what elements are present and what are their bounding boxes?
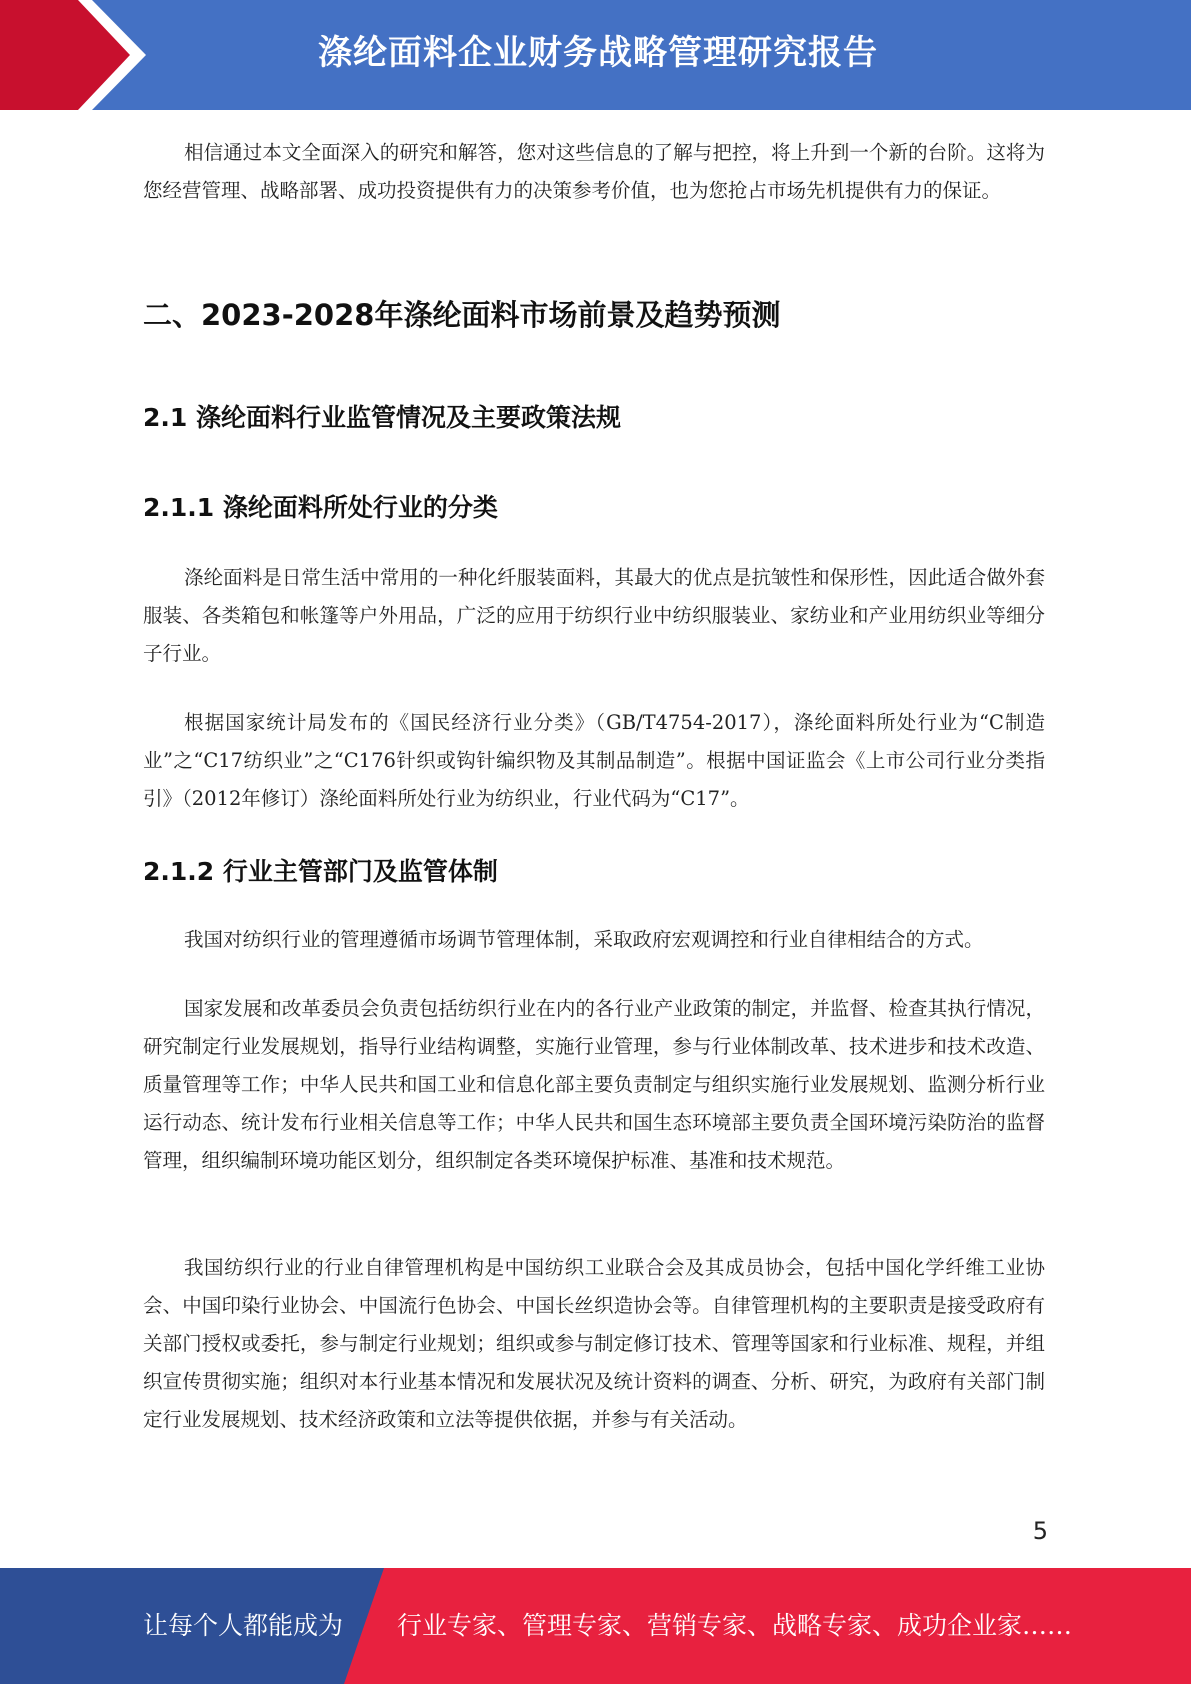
footer-slogan-right: 行业专家、管理专家、营销专家、战略专家、成功企业家…… bbox=[397, 1611, 1073, 1640]
page-footer bbox=[0, 1568, 1191, 1684]
page-header bbox=[0, 0, 1191, 110]
sub-subsection-2-para-2-block bbox=[143, 990, 1045, 1180]
sub-subsection-title-2: 2.1.2 行业主管部门及监管体制 bbox=[143, 857, 498, 886]
paragraph: 我国纺织行业的行业自律管理机构是中国纺织工业联合会及其成员协会，包括中国化学纤维工业协会、中国印染行业协会、中国流行色协会、中国长丝织造协会等。自律管理机构的主要职责是接受政府有关部门授权或委托，参与制定行业规划；组织或参与制定修订技术、管理等国家和行业标准、规程，并组织宣传贯彻实施；组织对本行业基本情况和发展状况及统计资料的调查、分析、研究，为政府有关部门制定行业发展规划、技术经济政策和立法等提供依据，并参与有关活动。 bbox=[143, 1256, 1045, 1431]
sub-subsection-2-para-1-block bbox=[143, 921, 1045, 959]
sub-subsection-2-para-3-block bbox=[143, 1249, 1045, 1439]
page-number: 5 bbox=[1032, 1517, 1048, 1545]
report-title: 涤纶面料企业财务战略管理研究报告 bbox=[318, 33, 878, 73]
sub-subsection-1-para-2-block bbox=[143, 704, 1045, 818]
paragraph: 我国对纺织行业的管理遵循市场调节管理体制，采取政府宏观调控和行业自律相结合的方式。 bbox=[184, 928, 984, 951]
paragraph: 涤纶面料是日常生活中常用的一种化纤服装面料，其最大的优点是抗皱性和保形性，因此适合做外套服装、各类箱包和帐篷等户外用品，广泛的应用于纺织行业中纺织服装业、家纺业和产业用纺织业等细分子行业。 bbox=[143, 566, 1045, 665]
footer-slogan-left: 让每个人都能成为 bbox=[143, 1611, 344, 1640]
sub-subsection-1-para-1-block bbox=[143, 559, 1045, 673]
sub-subsection-title-1: 2.1.1 涤纶面料所处行业的分类 bbox=[143, 493, 498, 522]
intro-paragraph-block bbox=[143, 134, 1045, 210]
subsection-title: 2.1 涤纶面料行业监管情况及主要政策法规 bbox=[143, 403, 621, 432]
paragraph: 国家发展和改革委员会负责包括纺织行业在内的各行业产业政策的制定，并监督、检查其执行情况，研究制定行业发展规划，指导行业结构调整，实施行业管理，参与行业体制改革、技术进步和技术改造、质量管理等工作；中华人民共和国工业和信息化部主要负责制定与组织实施行业发展规划、监测分析行业运行动态、统计发布行业相关信息等工作；中华人民共和国生态环境部主要负责全国环境污染防治的监督管理，组织编制环境功能区划分，组织制定各类环境保护标准、基准和技术规范。 bbox=[143, 997, 1045, 1172]
intro-paragraph: 相信通过本文全面深入的研究和解答，您对这些信息的了解与把控，将上升到一个新的台阶。这将为您经营管理、战略部署、成功投资提供有力的决策参考价值，也为您抢占市场先机提供有力的保证。 bbox=[143, 141, 1045, 202]
paragraph: 根据国家统计局发布的《国民经济行业分类》（GB/T4754-2017），涤纶面料所处行业为“C制造业”之“C17纺织业”之“C176针织或钩针编织物及其制品制造”。根据中国证监会《上市公司行业分类指引》（2012年修订）涤纶面料所处行业为纺织业，行业代码为“C17”。 bbox=[143, 711, 1045, 810]
header-chevron-icon bbox=[0, 0, 160, 110]
section-title: 二、2023-2028年涤纶面料市场前景及趋势预测 bbox=[143, 298, 781, 332]
